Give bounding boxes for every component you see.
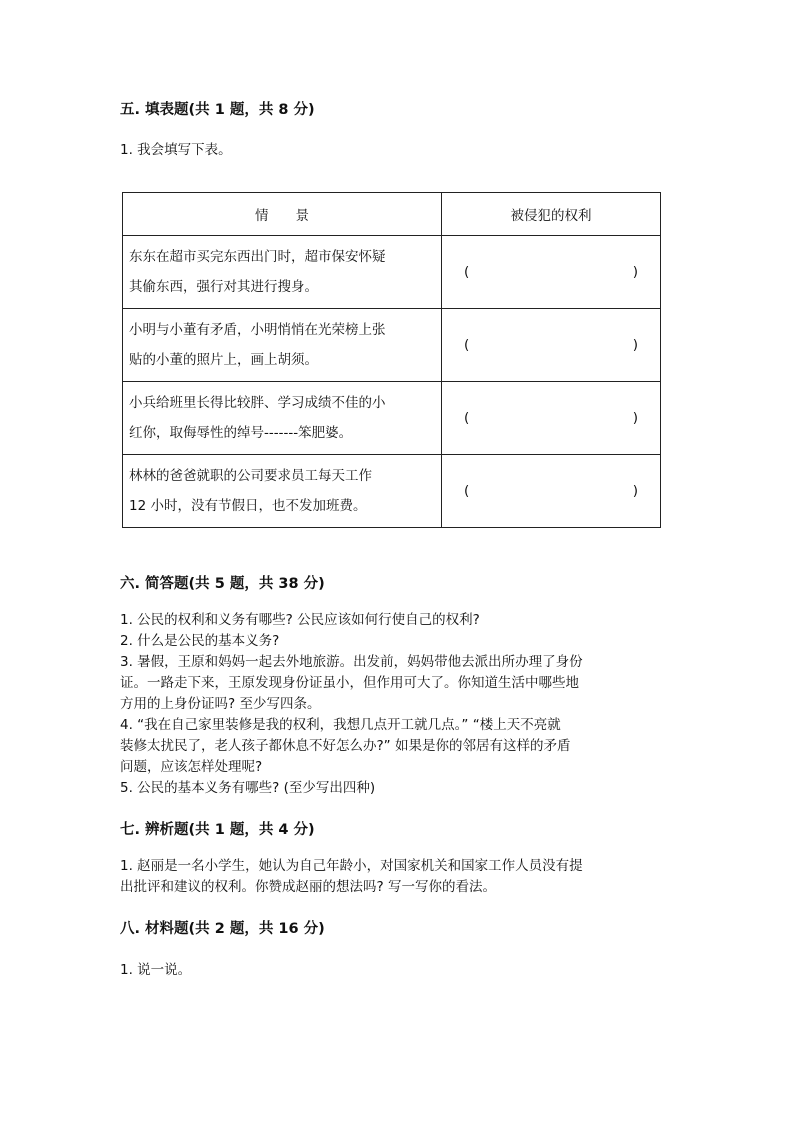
scene-line: 小明与小董有矛盾，小明悄悄在光荣榜上张	[129, 322, 386, 338]
section7-questions	[120, 856, 680, 898]
scene-cell	[123, 236, 442, 309]
scene-cell	[123, 382, 442, 455]
question-line: 3. 暑假，王原和妈妈一起去外地旅游。出发前，妈妈带他去派出所办理了身份	[120, 654, 583, 670]
open-paren: (	[464, 337, 470, 353]
section6-questions	[120, 610, 680, 799]
question-line: 2. 什么是公民的基本义务?	[120, 633, 280, 649]
question-line: 问题，应该怎样处理呢?	[120, 759, 263, 775]
question-line: 5. 公民的基本义务有哪些? (至少写出四种)	[120, 780, 376, 796]
table-header-rights: 被侵犯的权利	[442, 193, 661, 236]
table-row	[123, 382, 661, 455]
answer-cell[interactable]	[442, 382, 661, 455]
table-row	[123, 236, 661, 309]
answer-cell[interactable]	[442, 455, 661, 528]
scene-line: 红你，取侮辱性的绰号-------笨肥婆。	[129, 425, 353, 441]
close-paren: )	[632, 483, 638, 499]
open-paren: (	[464, 264, 470, 280]
close-paren: )	[632, 410, 638, 426]
answer-cell[interactable]	[442, 309, 661, 382]
question-line: 装修太扰民了，老人孩子都休息不好怎么办?” 如果是你的邻居有这样的矛盾	[120, 738, 571, 754]
question-line: 1. 公民的权利和义务有哪些? 公民应该如何行使自己的权利?	[120, 612, 480, 628]
rights-table	[122, 192, 661, 528]
answer-cell[interactable]	[442, 236, 661, 309]
question-line: 证。一路走下来，王原发现身份证虽小，但作用可大了。你知道生活中哪些地	[120, 675, 579, 691]
question-line: 1. 赵丽是一名小学生，她认为自己年龄小，对国家机关和国家工作人员没有提	[120, 858, 583, 874]
scene-line: 12 小时，没有节假日，也不发加班费。	[129, 498, 367, 514]
scene-line: 贴的小董的照片上，画上胡须。	[129, 352, 318, 368]
open-paren: (	[464, 410, 470, 426]
open-paren: (	[464, 483, 470, 499]
section8-heading: 八. 材料题(共 2 题，共 16 分)	[120, 921, 325, 937]
question-line: 方用的上身份证吗? 至少写四条。	[120, 696, 321, 712]
scene-line: 小兵给班里长得比较胖、学习成绩不佳的小	[129, 395, 386, 411]
section5-heading: 五. 填表题(共 1 题，共 8 分)	[120, 102, 315, 118]
scene-cell	[123, 309, 442, 382]
table-row	[123, 455, 661, 528]
table-row	[123, 309, 661, 382]
close-paren: )	[632, 264, 638, 280]
table-header-row	[123, 193, 661, 236]
section6-heading: 六. 简答题(共 5 题，共 38 分)	[120, 576, 325, 592]
table-header-scene: 情 景	[123, 193, 442, 236]
scene-line: 林林的爸爸就职的公司要求员工每天工作	[129, 468, 372, 484]
close-paren: )	[632, 337, 638, 353]
scene-cell	[123, 455, 442, 528]
section8-question-1: 1. 说一说。	[120, 962, 192, 978]
scene-line: 东东在超市买完东西出门时，超市保安怀疑	[129, 249, 386, 265]
question-line: 出批评和建议的权利。你赞成赵丽的想法吗? 写一写你的看法。	[120, 879, 496, 895]
scene-line: 其偷东西，强行对其进行搜身。	[129, 279, 318, 295]
section7-heading: 七. 辨析题(共 1 题，共 4 分)	[120, 822, 315, 838]
section5-question-1: 1. 我会填写下表。	[120, 142, 232, 158]
question-line: 4. “我在自己家里装修是我的权利，我想几点开工就几点。” “楼上天不亮就	[120, 717, 561, 733]
